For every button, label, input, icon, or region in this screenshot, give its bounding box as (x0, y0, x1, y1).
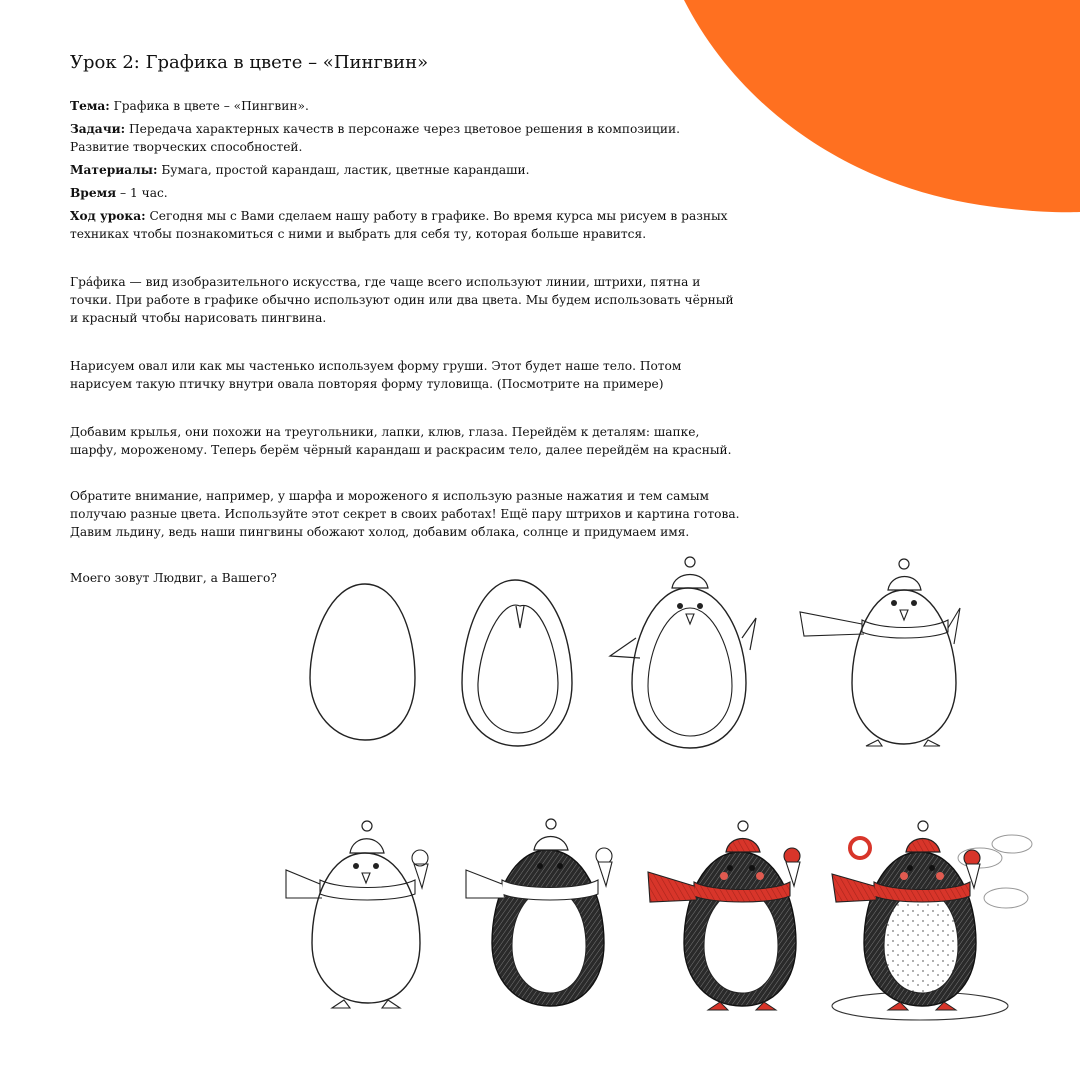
penguin-steps-illustration (280, 548, 1050, 1038)
lesson-meta (70, 97, 740, 243)
topic-line (70, 97, 740, 115)
lesson-title: Урок 2: Графика в цвете – «Пингвин» (70, 52, 429, 73)
tasks-label: Задачи: (70, 122, 126, 136)
step-8-finished (832, 821, 1032, 1020)
paragraph-name: Моего зовут Людвиг, а Вашего? (70, 571, 277, 585)
time-line (70, 184, 740, 202)
time-label: Время (70, 186, 117, 200)
step-6-black-hatching (466, 819, 612, 1006)
progress-value: Сегодня мы с Вами сделаем нашу работу в графике. Во время курса мы рисуем в разных техниках чтобы познакомиться с ними и выбрать для себя ту, которая больше нравится. (70, 209, 728, 241)
topic-label: Тема: (70, 99, 110, 113)
materials-line (70, 161, 740, 179)
materials-label: Материалы: (70, 163, 158, 177)
lesson-content (70, 52, 740, 587)
paragraph-tips: Обратите внимание, например, у шарфа и мороженого я использую разные нажатия и тем самым получаю разные цвета. Используйте этот секрет в своих работах! Ещё пару штрихов и картина готова. Давим льдину, ведь наши пингвины обожают холод, добавим облака, солнце и придумаем имя. (70, 489, 740, 539)
step-7-red-details (648, 821, 800, 1010)
step-4-scarf-feet (800, 559, 960, 746)
time-value: – 1 час. (116, 186, 168, 200)
step-1-oval (310, 584, 415, 740)
tasks-value: Передача характерных качеств в персонаже через цветовое решения в композиции. Развитие творческих способностей. (70, 122, 681, 154)
paragraph-graphics: Гра́фика — вид изобразительного искусства, где чаще всего используют линии, штрихи, пятна и точки. При работе в графике обычно используют один или два цвета. Мы будем использовать чёрный и красный чтобы нарисовать пингвина. (70, 275, 734, 325)
step-5-icecream (286, 821, 428, 1008)
step-3-wings-hat (610, 557, 756, 748)
tasks-line (70, 120, 740, 156)
progress-label: Ход урока: (70, 209, 146, 223)
paragraph-details: Добавим крылья, они похожи на треугольники, лапки, клюв, глаза. Перейдём к деталям: шапке, шарфу, мороженому. Теперь берём чёрный карандаш и раскрасим тело, далее перейдём на красный. (70, 425, 732, 457)
step-2-body (462, 580, 572, 746)
topic-value: Графика в цвете – «Пингвин». (109, 99, 309, 113)
materials-value: Бумага, простой карандаш, ластик, цветные карандаши. (157, 163, 530, 177)
paragraph-oval: Нарисуем овал или как мы частенько используем форму груши. Этот будет наше тело. Потом нарисуем такую птичку внутри овала повторяя форму туловища. (Посмотрите на примере) (70, 359, 682, 391)
progress-line (70, 207, 740, 243)
